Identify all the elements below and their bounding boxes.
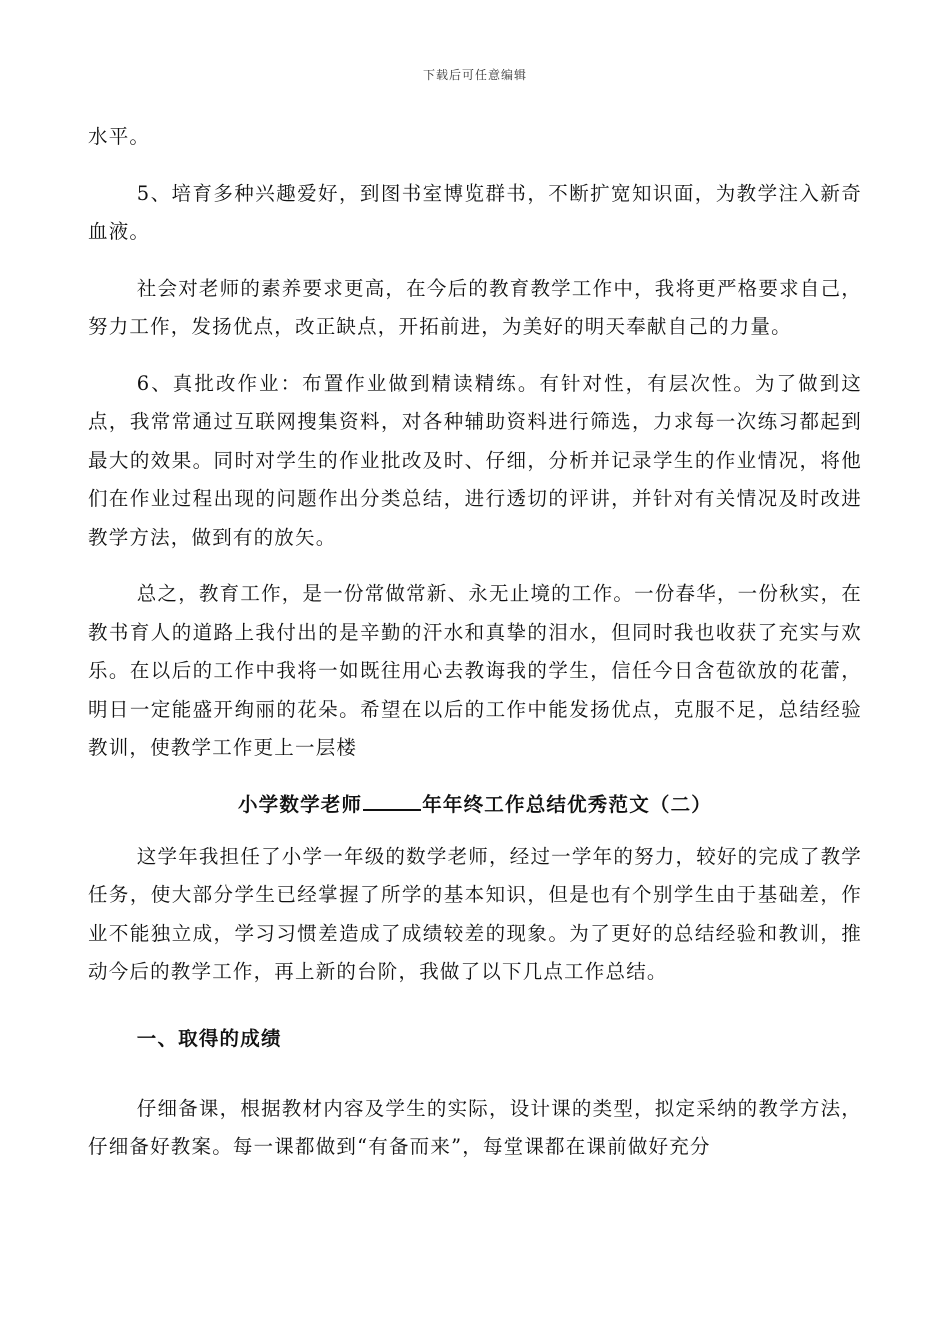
page-header-note: 下载后可任意编辑 (422, 68, 527, 82)
title-blank-line (363, 791, 421, 811)
paragraph-conclusion: 总之，教育工作，是一份常做常新、永无止境的工作。一份春华，一份秋实，在教书育人的道路上我付出的是辛勤的汗水和真挚的泪水，但同时我也收获了充实与欢乐。在以后的工作中我将一如既往用心去教诲我的学生，信任今日含苞欲放的花蕾，明日一定能盛开绚丽的花朵。希望在以后的工作中能发扬优点，克服不足，总结经验教训，使教学工作更上一层楼 (88, 582, 862, 759)
paragraph-item-5: 5、培育多种兴趣爱好，到图书室博览群书，不断扩宽知识面，为教学注入新奇血液。 (88, 181, 862, 243)
document-body (88, 118, 862, 1185)
paragraph-lesson-prep: 仔细备课，根据教材内容及学生的实际，设计课的类型，拟定采纳的教学方法，仔细备好教案。每一课都做到“有备而来”，每堂课都在课前做好充分 (88, 1096, 862, 1158)
paragraph-society: 社会对老师的素养要求更高，在今后的教育教学工作中，我将更严格要求自己，努力工作，发扬优点，改正缺点，开拓前进，为美好的明天奉献自己的力量。 (88, 276, 862, 338)
paragraph-continuation: 水平。 (88, 125, 151, 148)
paragraph-intro: 这学年我担任了小学一年级的数学老师，经过一学年的努力，较好的完成了教学任务，使大部分学生已经掌握了所学的基本知识，但是也有个别学生由于基础差，作业不能独立成，学习习惯差造成了成绩较差的现象。为了更好的总结经验和教训，推动今后的教学工作，再上新的台阶，我做了以下几点工作总结。 (88, 844, 862, 983)
section-heading-achievements: 一、取得的成绩 (136, 1026, 282, 1050)
title-prefix: 小学数学老师 (237, 792, 363, 816)
article-title (88, 786, 862, 824)
title-suffix: 年年终工作总结优秀范文（二） (422, 792, 712, 816)
paragraph-item-6: 6、真批改作业：布置作业做到精读精练。有针对性，有层次性。为了做到这点，我常常通过互联网搜集资料，对各种辅助资料进行筛选，力求每一次练习都起到最大的效果。同时对学生的作业批改及时、仔细，分析并记录学生的作业情况，将他们在作业过程出现的问题作出分类总结，进行透切的评讲，并针对有关情况及时改进教学方法，做到有的放矢。 (88, 371, 862, 549)
